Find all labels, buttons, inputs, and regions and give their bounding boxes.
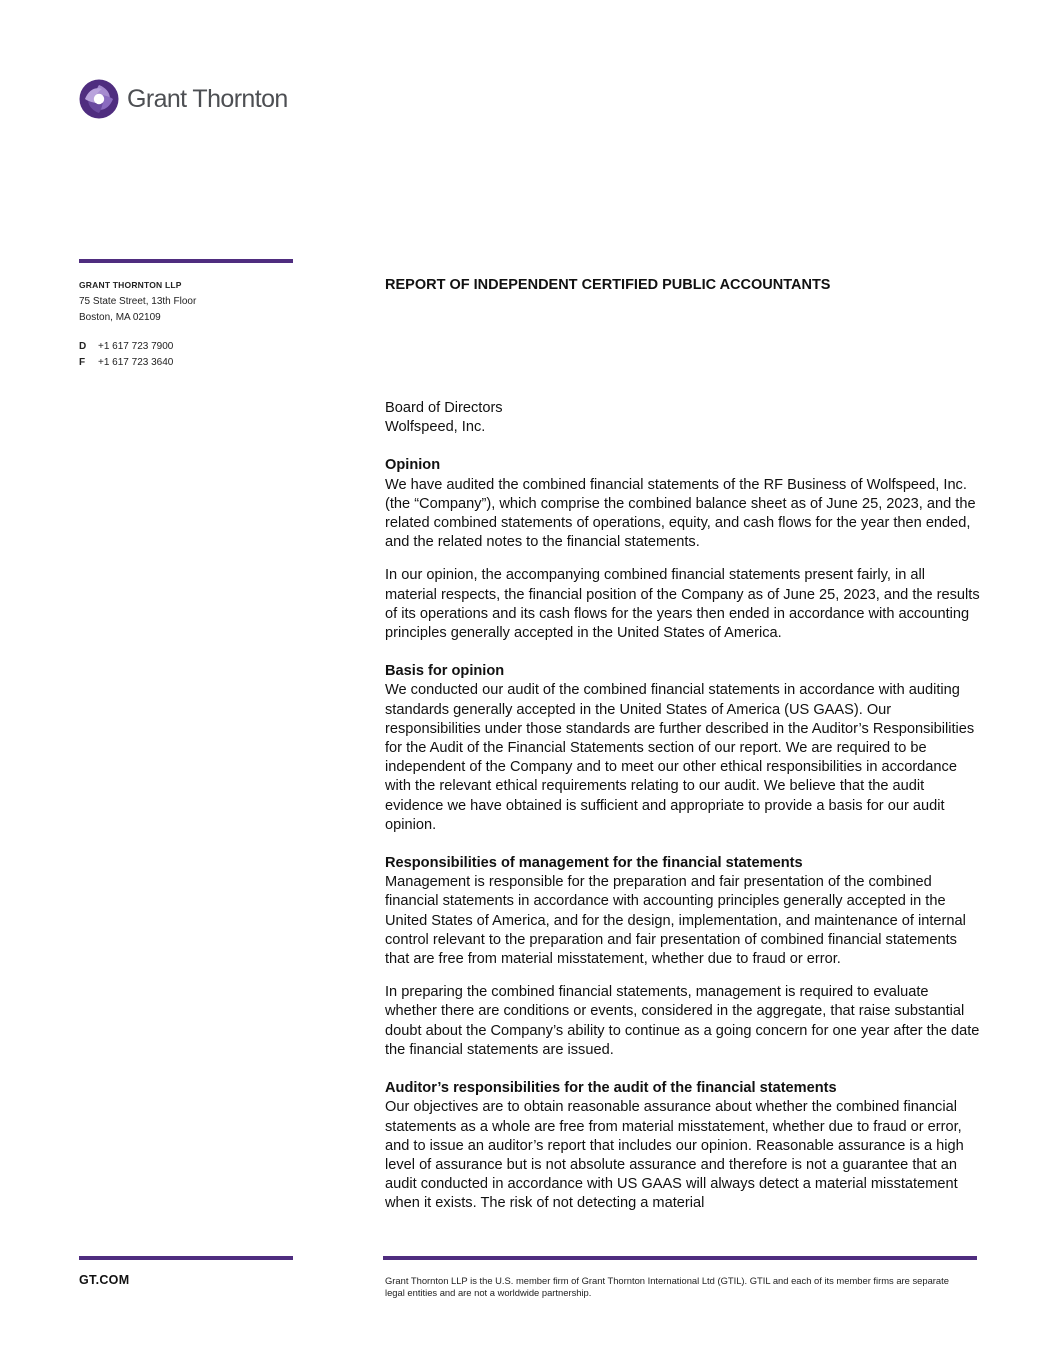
phone-row: [79, 339, 299, 355]
firm-name: GRANT THORNTON LLP: [79, 280, 182, 290]
office-contact-block: [79, 280, 299, 371]
phone-number: +1 617 723 7900: [98, 341, 174, 352]
fax-number: +1 617 723 3640: [98, 357, 174, 368]
company-logo: [79, 78, 288, 120]
basis-paragraph-1: We conducted our audit of the combined financial statements in accordance with auditing standards generally accepted in the United States of America (US GAAS). Our responsibilities under those standards are further described in the Auditor’s Responsibilities for the Audit of the Financial Statements section of our report. We are required to be independent of the Company and to meet our other ethical responsibilities in accordance with the relevant ethical requirements relating to our audit. We believe that the audit evidence we have obtained is sufficient and appropriate to provide a basis for our audit opinion.: [385, 682, 975, 833]
fax-row: [79, 355, 299, 371]
management-paragraph-2: In preparing the combined financial statements, management is required to evaluate whether there are conditions or events, considered in the aggregate, that raise substantial doubt about the Company’s ability to continue as a going concern for one year after the date the financial statements are issued.: [385, 984, 980, 1058]
phone-label: D: [79, 341, 87, 352]
report-body: [385, 399, 980, 1214]
report-title: REPORT OF INDEPENDENT CERTIFIED PUBLIC ACCOUNTANTS: [385, 277, 831, 293]
addressee-line-1: Board of Directors: [385, 400, 503, 416]
management-responsibilities-heading: Responsibilities of management for the financial statements: [385, 855, 803, 872]
grant-thornton-logo-icon: [79, 79, 119, 119]
auditor-paragraph-1: Our objectives are to obtain reasonable assurance about whether the combined financial statements as a whole are free from material misstatement, whether due to fraud or error, and to issue an auditor’s report that includes our opinion. Reasonable assurance is a high level of assurance but is not absolute assurance and therefore is not a guarantee that an audit conducted in accordance with US GAAS will always detect a material misstatement when it exists. The risk of not detecting a material: [385, 1099, 964, 1212]
opinion-heading: Opinion: [385, 457, 441, 474]
logo-wordmark: Grant Thornton: [127, 84, 288, 113]
footer-left-rule: [79, 1256, 293, 1260]
opinion-paragraph-1: We have audited the combined financial statements of the RF Business of Wolfspeed, Inc. (the “Company”), which comprise the combined balance sheet as of June 25, 2023, and the related combined statements of operations, equity, and cash flows for the year then ended, and the related notes to the financial statements.: [385, 476, 976, 551]
footer-disclaimer: Grant Thornton LLP is the U.S. member firm of Grant Thornton International Ltd (GTIL). GTIL and each of its member firms are separate legal entities and are not a worldwide partnership.: [385, 1275, 949, 1298]
footer-right-rule: [383, 1256, 977, 1260]
opinion-paragraph-2: In our opinion, the accompanying combined financial statements present fairly, in all material respects, the financial position of the Company as of June 25, 2023, and the results of its operations and its cash flows for the years then ended in accordance with accounting principles generally accepted in the United States of America.: [385, 567, 980, 642]
website-link[interactable]: GT.COM: [79, 1273, 130, 1287]
left-header-rule: [79, 259, 293, 263]
basis-heading: Basis for opinion: [385, 663, 505, 680]
fax-label: F: [79, 357, 86, 368]
address-line-1: 75 State Street, 13th Floor: [79, 296, 197, 307]
auditor-responsibilities-heading: Auditor’s responsibilities for the audit of the financial statements: [385, 1080, 837, 1097]
address-line-2: Boston, MA 02109: [79, 312, 161, 323]
addressee-line-2: Wolfspeed, Inc.: [385, 419, 486, 436]
management-paragraph-1: Management is responsible for the preparation and fair presentation of the combined financial statements in accordance with accounting principles generally accepted in the United States of America, and for the design, implementation, and maintenance of internal control relevant to the preparation and fair presentation of combined financial statements that are free from material misstatement, whether due to fraud or error.: [385, 874, 966, 968]
